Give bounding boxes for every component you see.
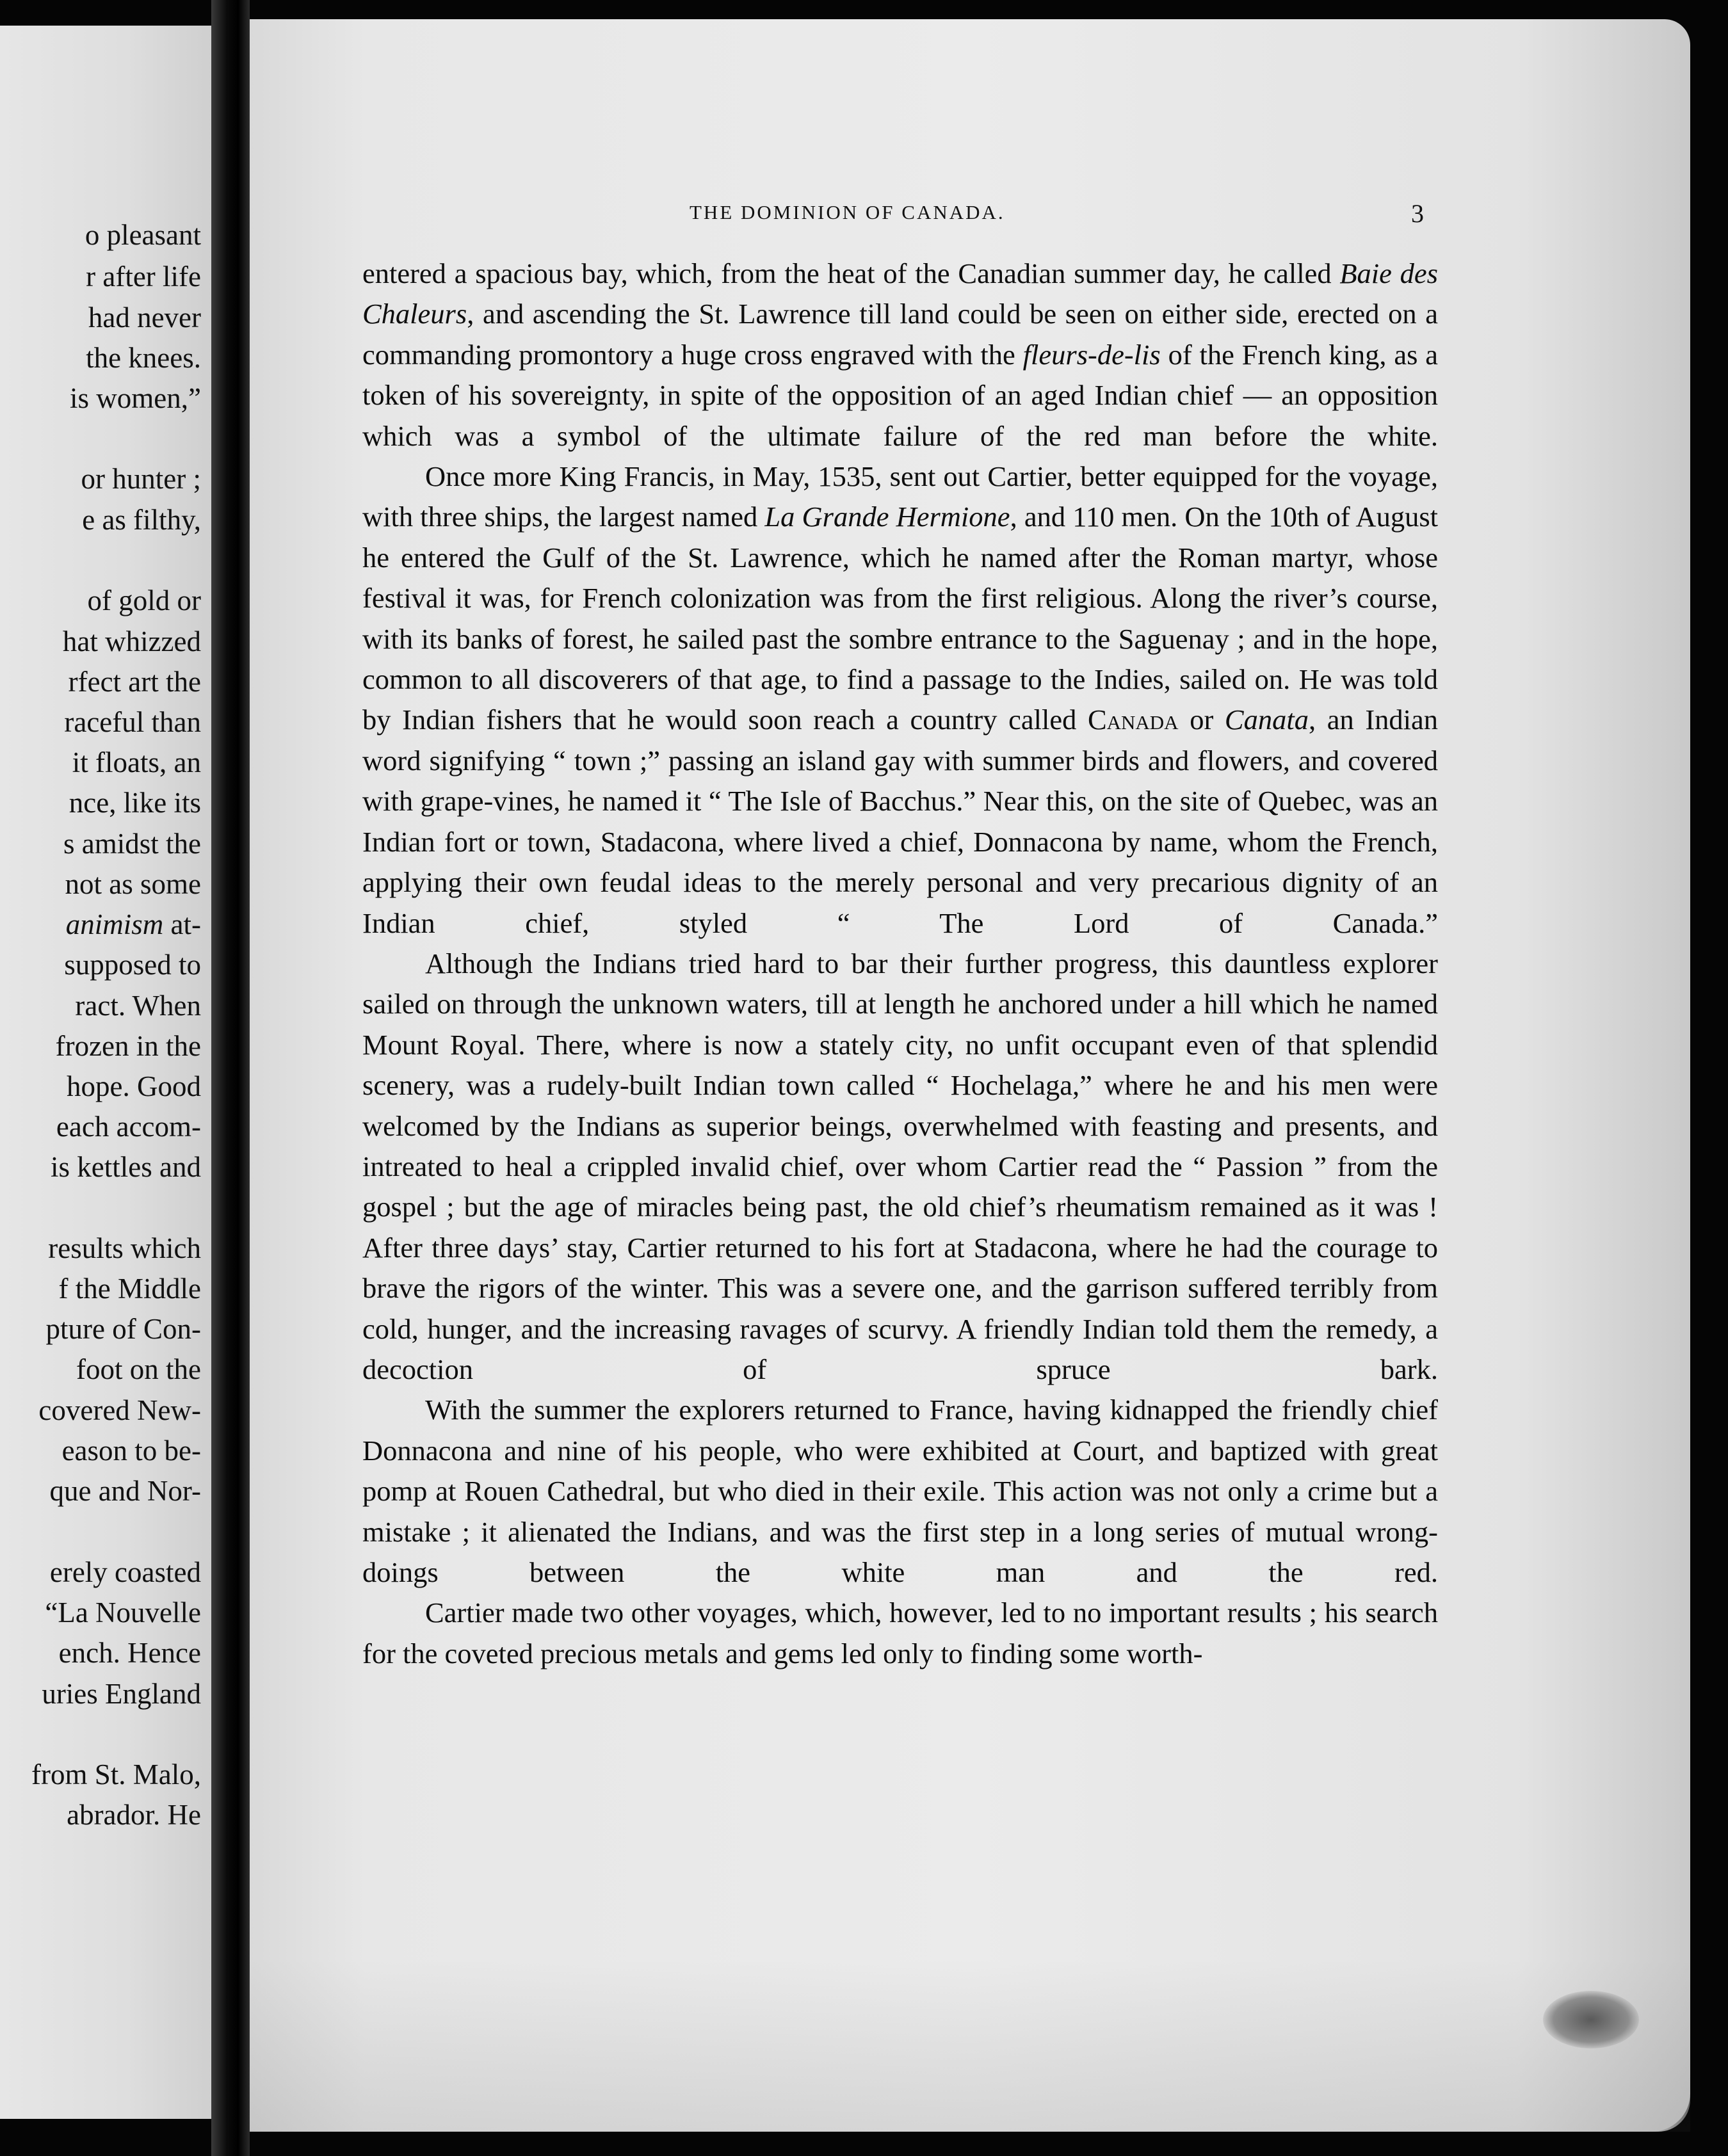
facing-page-line: is kettles and (51, 1151, 201, 1183)
facing-page-line: f the Middle (58, 1273, 201, 1305)
paragraph-2 (362, 456, 1438, 944)
facing-page-line: supposed to (64, 949, 201, 981)
paragraph-1 (362, 253, 1438, 456)
facing-page-line: e as filthy, (82, 504, 201, 536)
facing-page-line: s amidst the (63, 828, 201, 860)
text-run: or (1178, 704, 1225, 736)
facing-page-line: o pleasant (85, 219, 201, 251)
facing-page-line: of gold or (87, 584, 201, 616)
facing-page-line: que and Nor- (49, 1475, 201, 1507)
facing-page-line: raceful than (64, 706, 201, 738)
italic-term: Baie des Chaleurs (362, 257, 1438, 330)
facing-page-line: or hunter ; (81, 463, 201, 495)
facing-page-line: covered New- (38, 1394, 201, 1426)
facing-page-line: uries England (42, 1678, 201, 1710)
facing-page-line: ench. Hence (58, 1637, 201, 1669)
facing-page-line: the knees. (86, 342, 201, 374)
facing-page-line: ract. When (75, 990, 201, 1022)
facing-page-line: hope. Good (67, 1070, 201, 1102)
facing-page-line: nce, like its (69, 787, 201, 819)
book-gutter (211, 0, 250, 2156)
small-caps-term: Canada (1087, 704, 1179, 736)
page-shadow (250, 1959, 1690, 2132)
facing-page-line: pture of Con- (45, 1313, 201, 1345)
text-run: of the French king, as a token of his sovereignty, in spite of the opposition of an aged Indian chief — an opposition which was a symbol of the ultimate failure of the red man before the white. (362, 338, 1439, 452)
paragraph-5: Cartier made two other voyages, which, however, led to no important results ; his search for the coveted precious metals and gems led only to finding some worth- (362, 1597, 1438, 1669)
facing-page-line: foot on the (76, 1353, 201, 1385)
paragraph-3: Although the Indians tried hard to bar their further progress, this dauntless explorer sailed on through the unknown waters, till at length he anchored under a hill which he named Mount Royal. There, where is now a stately city, no unfit occupant even of that splendid scenery, was a rudely-built Indian town called “ Hochelaga,” where he and his men were welcomed by the Indians as superior beings, overwhelmed with feasting and presents, and intreated to heal a crippled invalid chief, over whom Cartier read the “ Passion ” from the gospel ; but the age of miracles being past, the old chief’s rheumatism remained as it was ! After three days’ stay, Cartier returned to his fort at Stadacona, where he had the courage to brave the rigors of the winter. This was a severe one, and the garrison suffered terribly from cold, hunger, and the increasing ravages of scurvy. A friendly Indian told them the remedy, a decoction of spruce bark. (362, 947, 1438, 1385)
italic-term: Canata (1224, 704, 1309, 736)
ink-smudge (1543, 1991, 1639, 2048)
facing-page-line: each accom- (56, 1111, 201, 1143)
facing-page-line: from St. Malo, (31, 1758, 201, 1790)
facing-page-fragment (0, 26, 211, 2119)
facing-page-line: abrador. He (67, 1799, 201, 1831)
facing-page-line: r after life (86, 261, 201, 293)
facing-page-line: it floats, an (72, 746, 201, 778)
running-head: THE DOMINION OF CANADA. (690, 201, 1005, 223)
facing-page-line: animism at- (65, 908, 201, 940)
italic-term: La Grande Hermione (764, 501, 1010, 533)
text-run: , and 110 men. On the 10th of August he entered the Gulf of the St. Lawrence, which he named after the Roman martyr, whose festival it was, for French colonization was from the first religious. Along the river’s course, with its banks of forest, he sailed past the sombre entrance to the Saguenay ; and in the hope, common to all discoverers of that age, to find a passage to the Indies, sailed on. He was told by Indian fishers that he would soon reach a country called (362, 501, 1438, 736)
facing-page-line: results which (48, 1232, 201, 1264)
text-run: , and ascending the St. Lawrence till land could be seen on either side, erected on a commanding promontory a huge cross engraved with the (362, 298, 1438, 371)
text-run: entered a spacious bay, which, from the heat of the Canadian summer day, he called (362, 257, 1340, 289)
page-number: 3 (1411, 199, 1424, 228)
body-text (362, 253, 1438, 1674)
facing-page-line: “La Nouvelle (45, 1597, 201, 1629)
italic-term: fleurs-de-lis (1022, 338, 1161, 371)
facing-page-line: erely coasted (49, 1556, 201, 1588)
facing-page-line: not as some (65, 868, 201, 900)
facing-page-line: had never (88, 302, 201, 334)
facing-page-line: is women,” (70, 382, 201, 414)
facing-page-line: hat whizzed (62, 625, 201, 657)
text-run: Once more King Francis, in May, 1535, sent out Cartier, better equipped for the voyage, with three ships, the largest named (362, 460, 1438, 533)
facing-page-line: frozen in the (55, 1030, 201, 1062)
facing-page-line: rfect art the (68, 666, 201, 698)
facing-page-line: eason to be- (61, 1435, 201, 1467)
text-run: , an Indian word signifying “ town ;” passing an island gay with summer birds and flowers, and covered with grape-vines, he named it “ The Isle of Bacchus.” Near this, on the site of Quebec, was an Indian fort or town, Stadacona, where lived a chief, Donnacona by name, whom the French, applying their own feudal ideas to the merely personal and very precarious dignity of an Indian chief, styled “ The Lord of Canada.” (362, 704, 1439, 939)
paragraph-4: With the summer the explorers returned to France, having kidnapped the friendly chief Donnacona and nine of his people, who were exhibited at Court, and baptized with great pomp at Rouen Cathedral, but who died in their exile. This action was not only a crime but a mistake ; it alienated the Indians, and was the first step in a long series of mutual wrong-doings between the white man and the red. (362, 1394, 1438, 1588)
